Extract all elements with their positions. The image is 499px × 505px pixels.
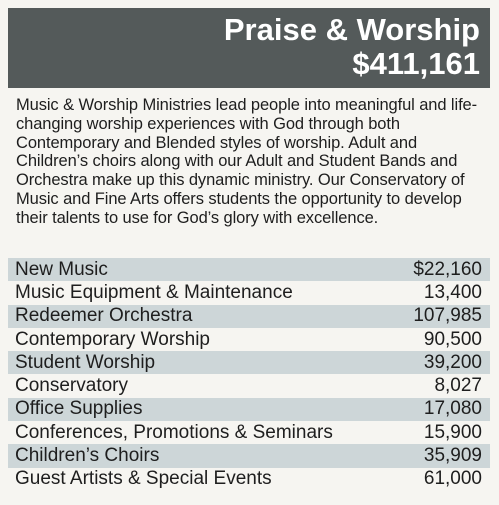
table-row bbox=[8, 374, 490, 397]
budget-item-amount: 90,500 bbox=[423, 328, 482, 350]
budget-item-label: Conferences, Promotions & Seminars bbox=[15, 421, 333, 443]
budget-item-label: Guest Artists & Special Events bbox=[15, 468, 272, 490]
table-row bbox=[8, 351, 490, 374]
budget-item-amount: $22,160 bbox=[413, 258, 482, 280]
budget-item-amount: 39,200 bbox=[423, 351, 482, 373]
budget-item-label: Conservatory bbox=[15, 375, 128, 397]
budget-item-label: Contemporary Worship bbox=[15, 328, 211, 350]
section-total: $411,161 bbox=[352, 46, 480, 81]
table-row bbox=[8, 281, 490, 304]
budget-item-label: Redeemer Orchestra bbox=[15, 305, 193, 327]
budget-item-label: New Music bbox=[15, 258, 108, 280]
budget-item-amount: 15,900 bbox=[423, 421, 482, 443]
section-title: Praise & Worship bbox=[223, 12, 480, 47]
budget-item-amount: 61,000 bbox=[423, 468, 482, 490]
table-row bbox=[8, 258, 490, 281]
budget-item-label: Office Supplies bbox=[15, 398, 143, 420]
budget-item-amount: 35,909 bbox=[423, 445, 482, 467]
table-row bbox=[8, 328, 490, 351]
table-row bbox=[8, 444, 490, 467]
budget-item-amount: 8,027 bbox=[434, 375, 482, 397]
section-header bbox=[8, 8, 490, 88]
table-row bbox=[8, 305, 490, 328]
budget-item-label: Children’s Choirs bbox=[15, 445, 160, 467]
budget-item-amount: 17,080 bbox=[423, 398, 482, 420]
table-row bbox=[8, 468, 490, 491]
budget-item-amount: 13,400 bbox=[423, 281, 482, 303]
budget-item-amount: 107,985 bbox=[413, 305, 482, 327]
budget-item-label: Student Worship bbox=[15, 351, 156, 373]
budget-table bbox=[8, 258, 490, 491]
budget-item-label: Music Equipment & Maintenance bbox=[15, 281, 293, 303]
ministry-description: Music & Worship Ministries lead people into meaningful and life-changing worship experiences with God through both Contemporary and Blended styles of worship. Adult and Children’s choirs along with our Adult and Student Bands and Orchestra make up this dynamic ministry. Our Conservatory of Music and Fine Arts offers students the opportunity to develop their talents to use for God’s glory with excellence. bbox=[16, 96, 478, 227]
table-row bbox=[8, 421, 490, 444]
table-row bbox=[8, 398, 490, 421]
